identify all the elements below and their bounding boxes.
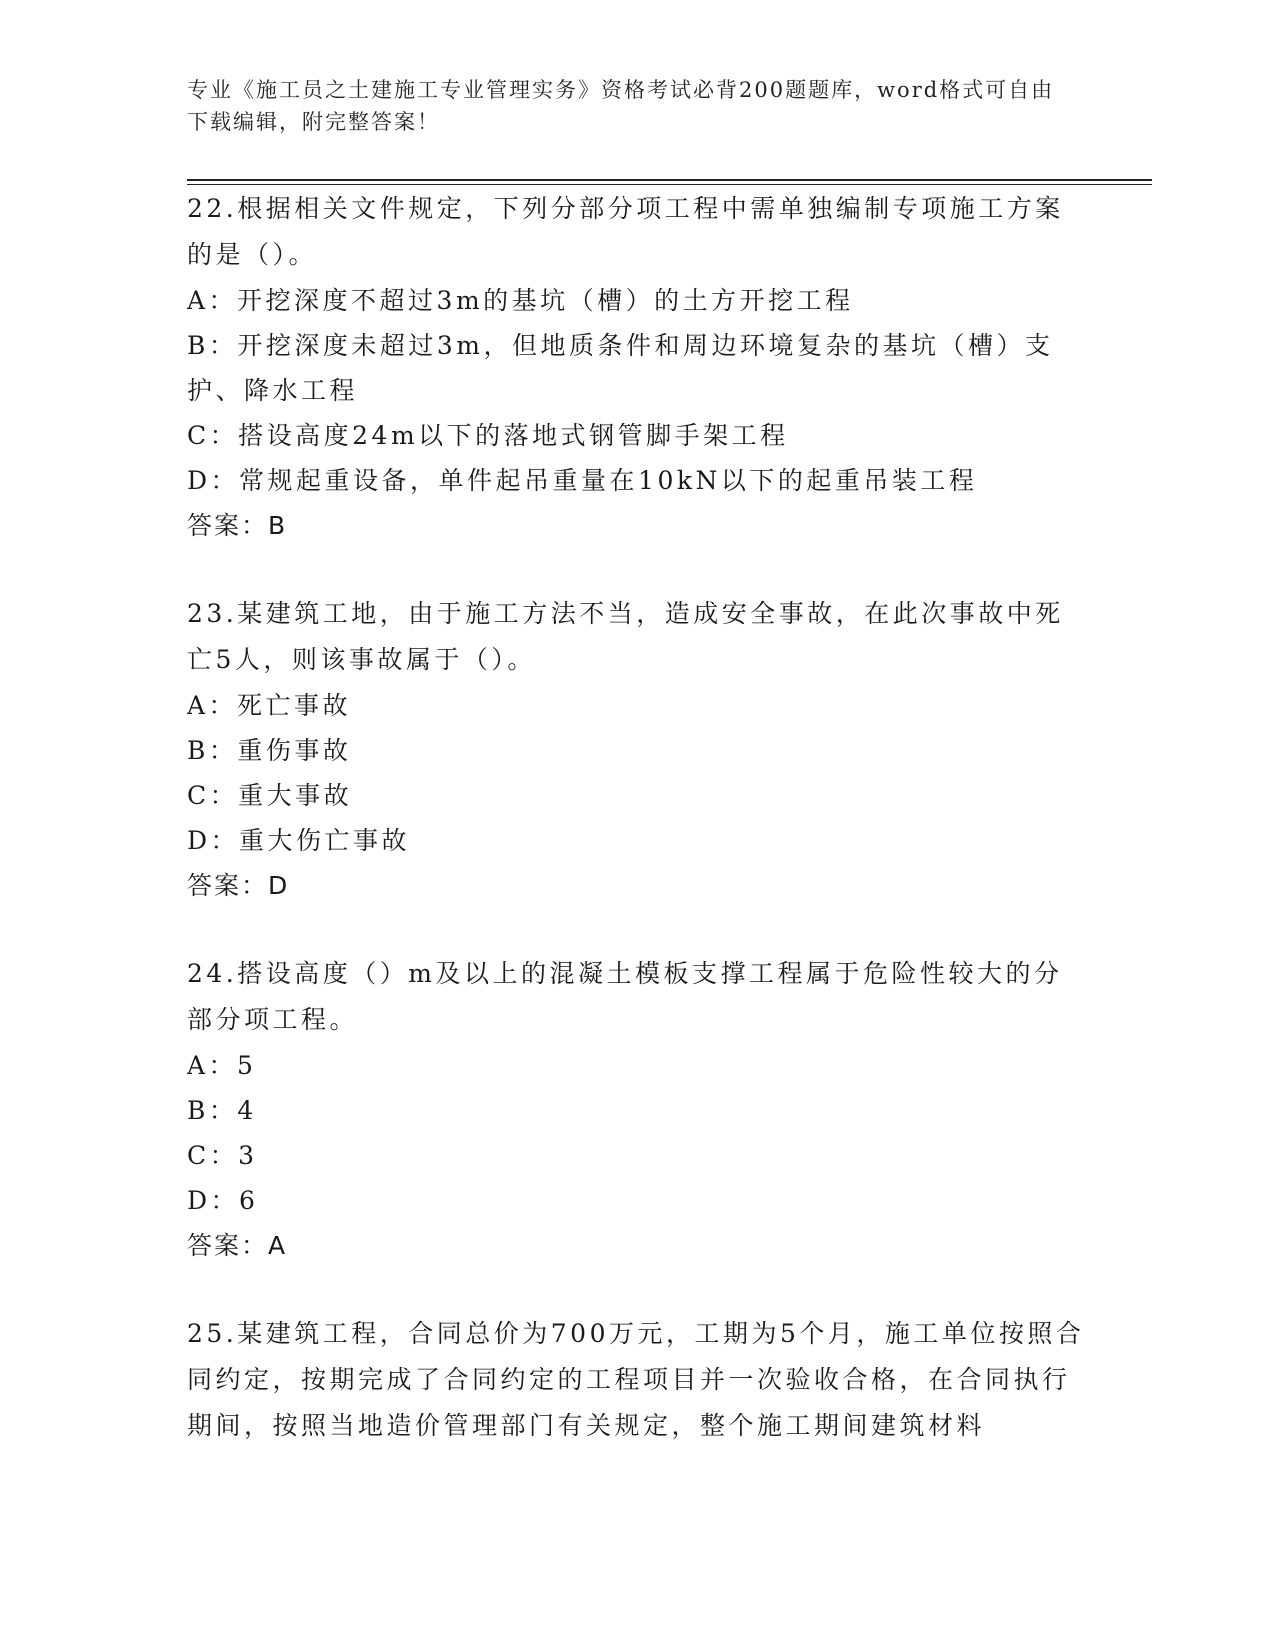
header-rule-thick [187,179,1152,181]
option-a: A：5 [187,1051,257,1080]
option-c: C：重大事故 [187,781,353,810]
question-stem: 24.搭设高度（）m及以上的混凝土模板支撑工程属于危险性较大的分部分项工程。 [187,959,1063,1034]
answer: 答案：D [187,871,290,900]
question-stem: 25.某建筑工程，合同总价为700万元，工期为5个月，施工单位按照合同约定，按期完成了合同约定的工程项目并一次验收合格，在合同执行期间，按照当地造价管理部门有关规定，整个施工期间建筑材料 [187,1319,1085,1440]
option-d: D：常规起重设备，单件起吊重量在10kN以下的起重吊装工程 [187,466,978,495]
option-b: B：4 [187,1096,257,1125]
option-a: A：死亡事故 [187,691,352,720]
option-b: B：开挖深度未超过3m，但地质条件和周边环境复杂的基坑（槽）支护、降水工程 [187,331,1054,405]
answer: 答案：A [187,1231,288,1260]
option-d: D：重大伤亡事故 [187,826,411,855]
option-c: C：搭设高度24m以下的落地式钢管脚手架工程 [187,421,789,450]
option-d: D：6 [187,1186,259,1215]
answer: 答案：B [187,511,288,540]
option-a: A：开挖深度不超过3m的基坑（槽）的土方开挖工程 [187,286,854,315]
question-stem: 23.某建筑工地，由于施工方法不当，造成安全事故，在此次事故中死亡5人，则该事故属于（）。 [187,599,1064,674]
question-stem: 22.根据相关文件规定，下列分部分项工程中需单独编制专项施工方案的是（）。 [187,194,1064,269]
header-rule-thin [187,184,1152,185]
question-list [187,186,1087,1491]
option-c: C：3 [187,1141,258,1170]
document-header: 专业《施工员之土建施工专业管理实务》资格考试必背200题题库，word格式可自由下载编辑，附完整答案！ [187,78,1055,134]
option-b: B：重伤事故 [187,736,352,765]
question-24 [187,951,1087,1269]
question-22 [187,186,1087,549]
question-23 [187,591,1087,909]
question-25 [187,1311,1087,1449]
